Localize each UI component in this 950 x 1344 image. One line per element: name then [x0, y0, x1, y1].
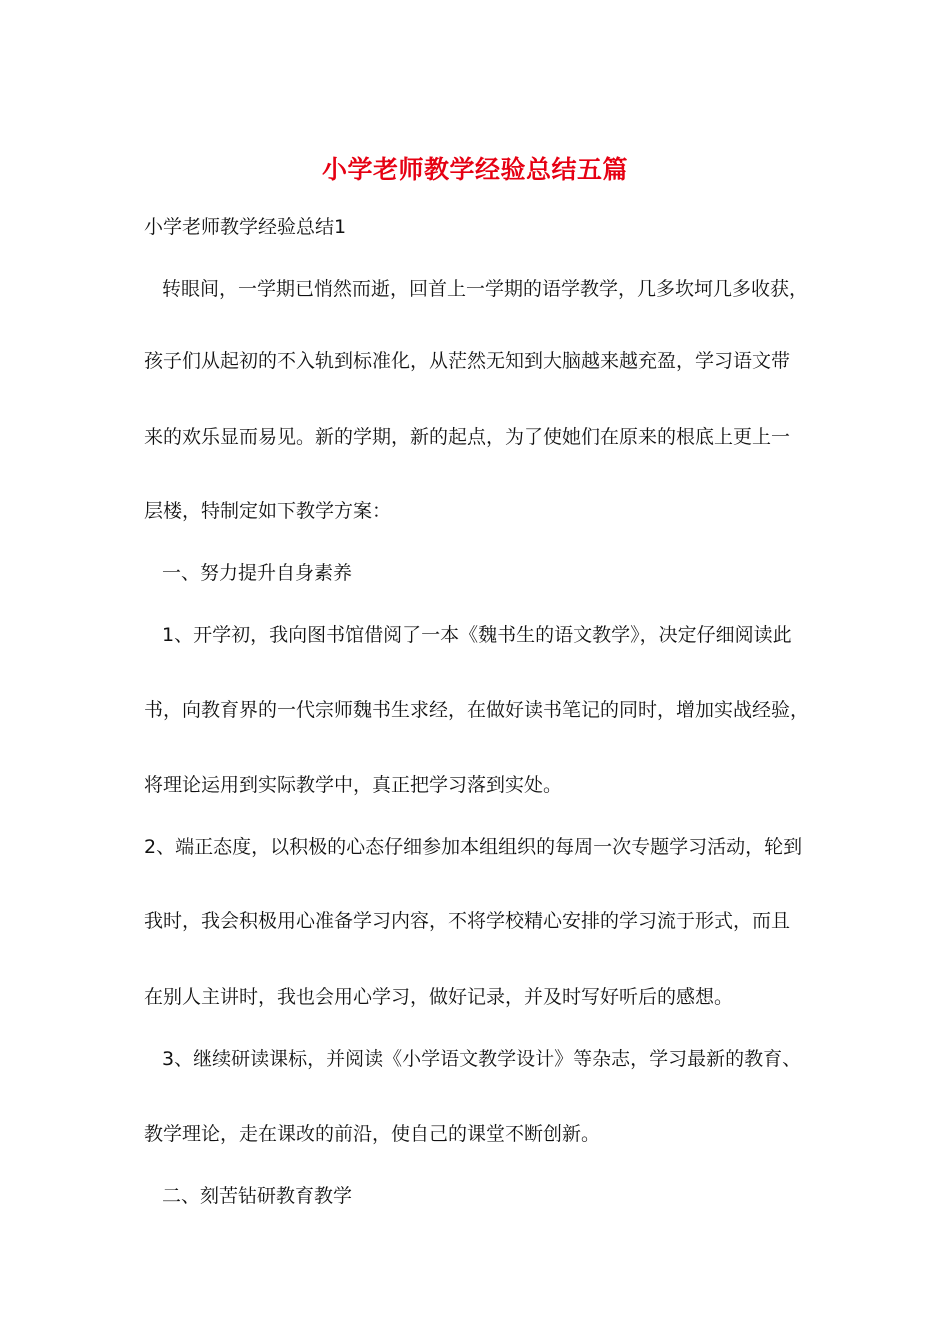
section-heading: 二、刻苦钻研教育教学 [162, 1185, 353, 1207]
paragraph-line: 将理论运用到实际教学中，真正把学习落到实处。 [144, 774, 563, 796]
paragraph-line: 2、端正态度，以积极的心态仔细参加本组组织的每周一次专题学习活动，轮到 [144, 836, 803, 858]
paragraph-line: 1、开学初，我向图书馆借阅了一本《魏书生的语文教学》，决定仔细阅读此 [162, 624, 792, 646]
paragraph-line: 教学理论，走在课改的前沿，使自己的课堂不断创新。 [144, 1123, 601, 1145]
paragraph-line: 在别人主讲时，我也会用心学习，做好记录，并及时写好听后的感想。 [144, 986, 734, 1008]
paragraph-line: 书，向教育界的一代宗师魏书生求经，在做好读书笔记的同时，增加实战经验， [144, 699, 810, 721]
paragraph-line: 我时，我会积极用心准备学习内容，不将学校精心安排的学习流于形式，而且 [144, 910, 791, 932]
section-heading: 一、努力提升自身素养 [162, 562, 353, 584]
paragraph-line: 孩子们从起初的不入轨到标准化，从茫然无知到大脑越来越充盈，学习语文带 [144, 350, 791, 372]
section-heading: 小学老师教学经验总结1 [144, 216, 347, 238]
paragraph-line: 3、继续研读课标，并阅读《小学语文教学设计》等杂志，学习最新的教育、 [162, 1048, 802, 1070]
document-title: 小学老师教学经验总结五篇 [321, 155, 628, 184]
paragraph-line: 转眼间，一学期已悄然而逝，回首上一学期的语学教学，几多坎坷几多收获， [162, 278, 809, 300]
paragraph-line: 来的欢乐显而易见。新的学期，新的起点，为了使她们在原来的根底上更上一 [144, 426, 791, 448]
paragraph-line: 层楼，特制定如下教学方案： [144, 500, 392, 522]
